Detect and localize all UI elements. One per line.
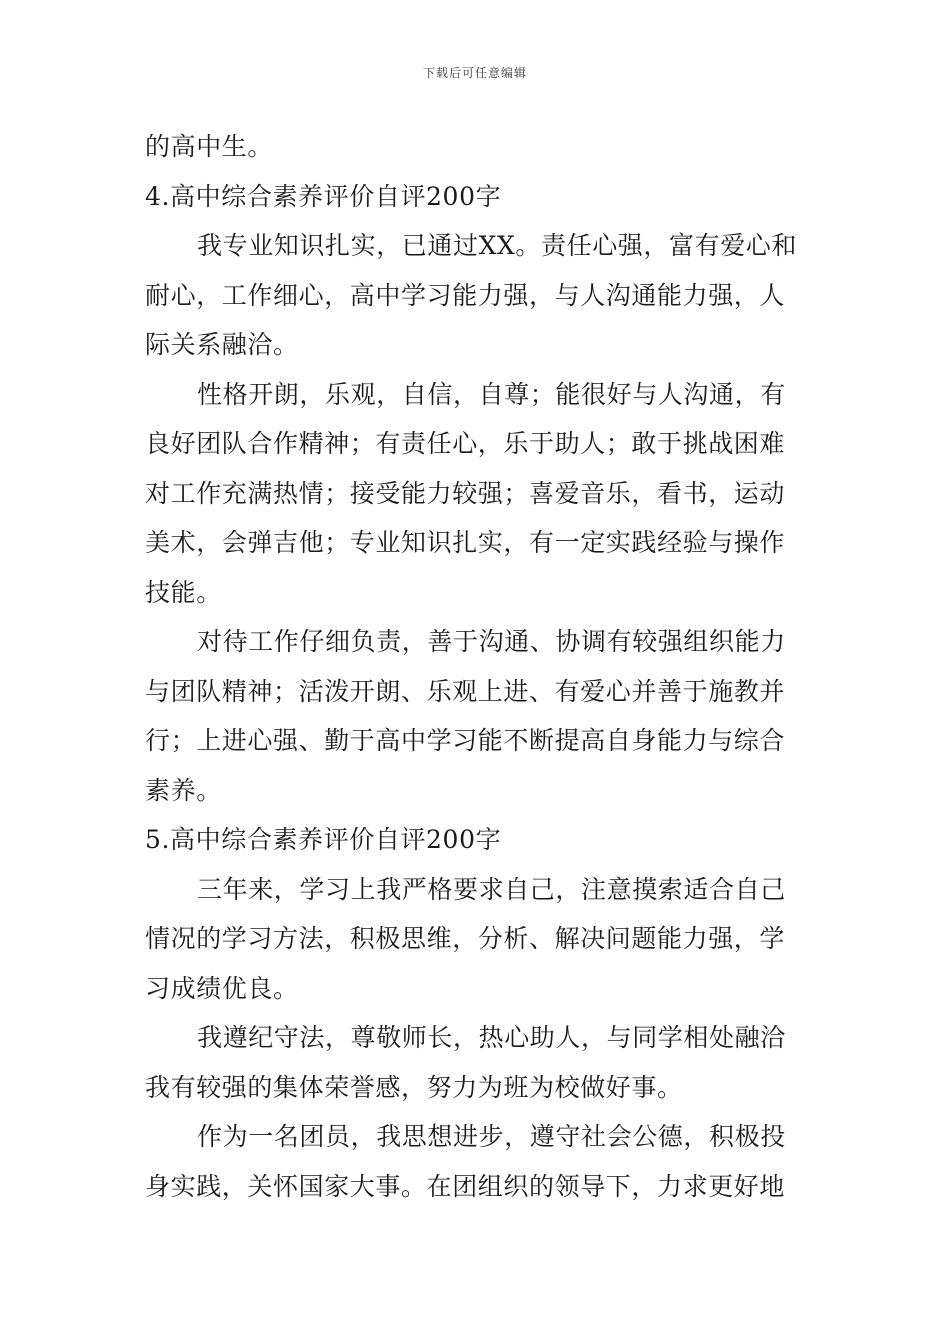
text-line: 4.高中综合素养评价自评200字 <box>145 181 502 211</box>
text-line: 身实践，关怀国家大事。在团组织的领导下，力求更好地 <box>145 1171 786 1201</box>
text-line: 对工作充满热情；接受能力较强；喜爱音乐，看书，运动 <box>145 478 786 508</box>
text-line: 耐心，工作细心，高中学习能力强，与人沟通能力强，人 <box>145 280 786 310</box>
text-line: 性格开朗，乐观，自信，自尊；能很好与人沟通，有 <box>197 379 786 409</box>
text-line: 情况的学习方法，积极思维，分析、解决问题能力强，学 <box>145 924 786 953</box>
text-line: 作为一名团员，我思想进步，遵守社会公德，积极投 <box>197 1122 786 1151</box>
text-line: 美术，会弹吉他；专业知识扎实，有一定实践经验与操作 <box>145 528 786 557</box>
text-line: 5.高中综合素养评价自评200字 <box>145 825 502 854</box>
text-line: 习成绩优良。 <box>145 973 299 1003</box>
text-line: 三年来，学习上我严格要求自己，注意摸索适合自己 <box>197 874 786 904</box>
text-line: 良好团队合作精神；有责任心，乐于助人；敢于挑战困难 <box>145 429 786 458</box>
text-line: 我遵纪守法，尊敬师长，热心助人，与同学相处融洽 <box>197 1023 786 1052</box>
page-header: 下载后可任意编辑 <box>422 66 527 80</box>
text-line: 对待工作仔细负责，善于沟通、协调有较强组织能力 <box>197 627 786 656</box>
text-line: 与团队精神；活泼开朗、乐观上进、有爱心并善于施教并 <box>145 676 786 706</box>
text-line: 际关系融洽。 <box>145 330 299 359</box>
text-line: 行；上进心强、勤于高中学习能不断提高自身能力与综合 <box>145 726 786 755</box>
document-body <box>145 122 810 1211</box>
text-line: 的高中生。 <box>145 132 274 161</box>
text-line: 我专业知识扎实，已通过XX。责任心强，富有爱心和 <box>197 231 797 260</box>
text-line: 我有较强的集体荣誉感，努力为班为校做好事。 <box>145 1072 683 1102</box>
text-line: 技能。 <box>145 577 222 607</box>
text-line: 素养。 <box>145 775 222 805</box>
